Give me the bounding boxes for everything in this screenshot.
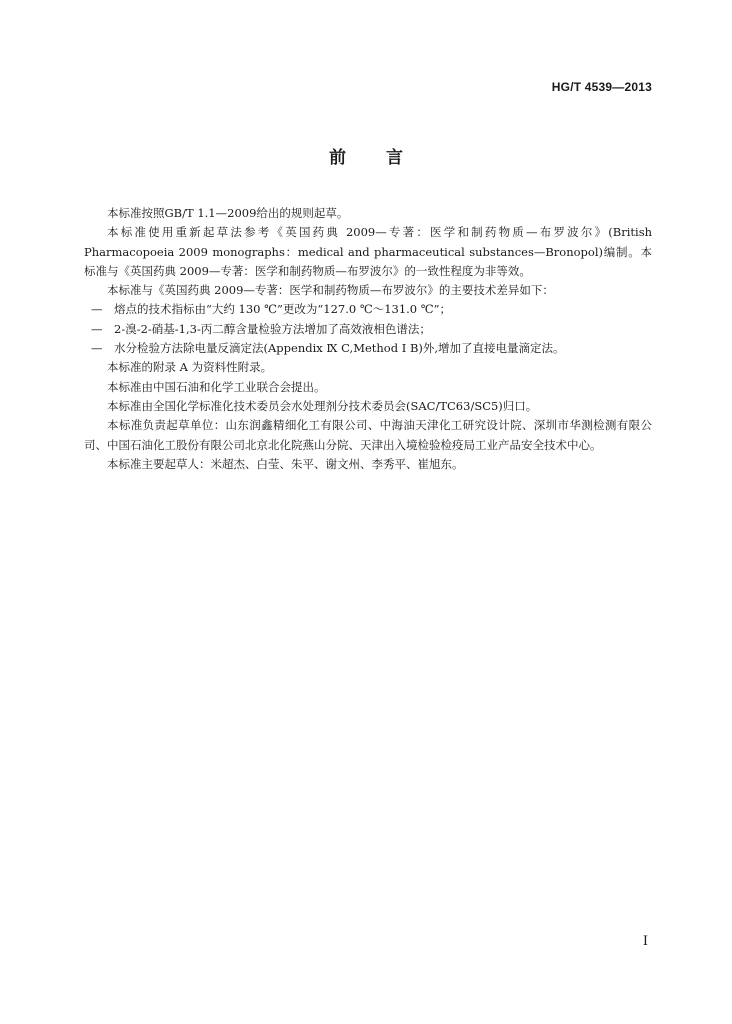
foreword-body <box>84 204 652 474</box>
paragraph-proposer: 本标准由中国石油和化学工业联合会提出。 <box>107 379 326 394</box>
list-dash: — <box>91 302 103 317</box>
list-item-melting-point <box>84 300 652 319</box>
paragraph-differences-intro: 本标准与《英国药典 2009—专著：医学和制药物质—布罗波尔》的主要技术差异如下： <box>107 283 554 298</box>
paragraph-drafters: 本标准主要起草人：米超杰、白莹、朱平、谢文州、李秀平、崔旭东。 <box>107 456 464 471</box>
list-dash: — <box>91 321 103 336</box>
standard-code: HG/T 4539—2013 <box>551 80 652 94</box>
page-number: I <box>642 934 648 949</box>
list-item-text: 熔点的技术指标由“大约 130 ℃”更改为“127.0 ℃～131.0 ℃”； <box>114 302 452 317</box>
list-item-water-method <box>84 339 652 358</box>
paragraph-drafting-units: 本标准负责起草单位：山东润鑫精细化工有限公司、中海油天津化工研究设计院、深圳市华测检测有限公司、中国石油化工股份有限公司北京北化院燕山分院、天津出入境检验检疫局工业产品安全技术中心。 <box>84 418 652 452</box>
paragraph-committee: 本标准由全国化学标准化技术委员会水处理剂分技术委员会(SAC/TC63/SC5)归口。 <box>107 398 538 413</box>
paragraph-drafting-rules: 本标准按照GB/T 1.1—2009给出的规则起草。 <box>107 206 349 220</box>
list-dash: — <box>91 341 103 356</box>
list-item-text: 水分检验方法除电量反滴定法(Appendix Ⅸ C,Method Ⅰ B)外,增加了直接电量滴定法。 <box>114 341 565 356</box>
paragraph-reference-standard: 本标准使用重新起草法参考《英国药典 2009—专著：医学和制药物质—布罗波尔》(British Pharmacopoeia 2009 monographs：medical and pharmaceutical substances—Bronopol)编制。本标准与《英国药典 2009—专著：医学和制药物质—布罗波尔》的一致性程度为非等效。 <box>84 225 652 278</box>
list-item-content-method <box>84 320 652 339</box>
list-item-text: 2-溴-2-硝基-1,3-丙二醇含量检验方法增加了高效液相色谱法； <box>114 321 431 336</box>
paragraph-appendix: 本标准的附录 A 为资料性附录。 <box>107 360 273 375</box>
page-title: 前言 <box>329 148 443 168</box>
